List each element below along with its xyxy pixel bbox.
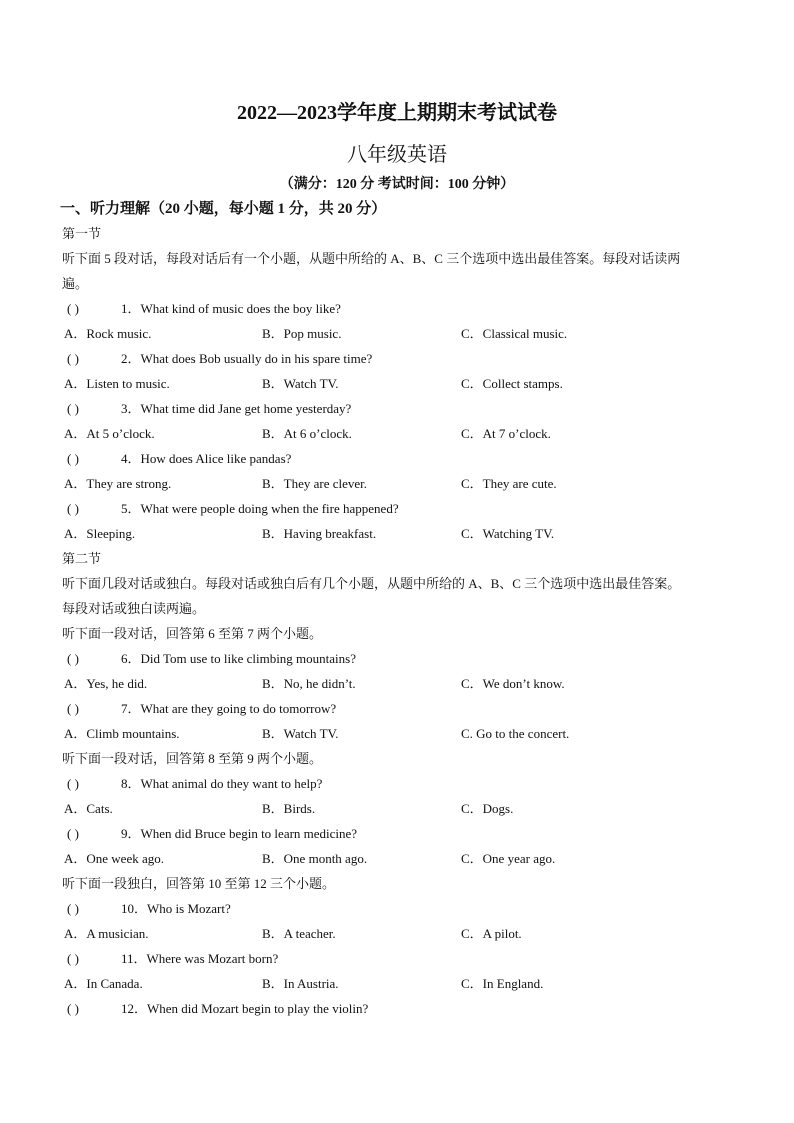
instruction-line — [62, 221, 742, 246]
instruction-text: 听下面几段对话或独白。每段对话或独白后有几个小题，从题中所给的 A、B、C 三个选项中选出最佳答案。 — [62, 576, 681, 591]
answer-blank: ( ) — [67, 826, 79, 841]
instruction-text: 听下面一段独白，回答第 10 至第 12 三个小题。 — [62, 876, 336, 891]
instruction-text: 每段对话或独白读两遍。 — [62, 601, 206, 616]
option-b: B．In Austria. — [262, 976, 339, 991]
question — [62, 646, 742, 671]
instruction-line — [62, 546, 742, 571]
question — [62, 996, 742, 1021]
question — [62, 896, 742, 921]
option-a: A．Listen to music. — [64, 376, 170, 391]
option-b: B．Pop music. — [262, 326, 342, 341]
answer-blank: ( ) — [67, 901, 79, 916]
option-a: A．Sleeping. — [64, 526, 136, 541]
answer-blank: ( ) — [67, 1001, 79, 1016]
option-b: B．A teacher. — [262, 926, 336, 941]
answer-blank: ( ) — [67, 651, 79, 666]
question-text: 2．What does Bob usually do in his spare time? — [121, 351, 373, 366]
option-a: A．They are strong. — [64, 476, 172, 491]
question-text: 1．What kind of music does the boy like? — [121, 301, 341, 316]
answer-options — [62, 721, 742, 746]
option-a: A．Yes, he did. — [64, 676, 148, 691]
option-b: B．At 6 o’clock. — [262, 426, 352, 441]
question-text: 10．Who is Mozart? — [121, 901, 231, 916]
question-text: 8．What animal do they want to help? — [121, 776, 323, 791]
answer-options — [62, 921, 742, 946]
exam-subject: 八年级英语 — [347, 144, 447, 166]
option-b: B．Watch TV. — [262, 376, 339, 391]
question — [62, 821, 742, 846]
question — [62, 446, 742, 471]
answer-options — [62, 321, 742, 346]
answer-blank: ( ) — [67, 351, 79, 366]
question — [62, 771, 742, 796]
option-c: C．Watching TV. — [461, 526, 555, 541]
answer-options — [62, 371, 742, 396]
question — [62, 296, 742, 321]
instruction-text: 听下面 5 段对话，每段对话后有一个小题，从题中所给的 A、B、C 三个选项中选出最佳答案。每段对话读两 — [62, 251, 681, 266]
question-text: 4．How does Alice like pandas? — [121, 451, 292, 466]
answer-options — [62, 471, 742, 496]
question-text: 9．When did Bruce begin to learn medicine? — [121, 826, 358, 841]
answer-blank: ( ) — [67, 951, 79, 966]
option-a: A．In Canada. — [64, 976, 143, 991]
instruction-line — [62, 571, 742, 596]
instruction-line — [62, 746, 742, 771]
answer-options — [62, 971, 742, 996]
instruction-text: 第二节 — [62, 551, 102, 566]
answer-options — [62, 671, 742, 696]
instruction-text: 听下面一段对话，回答第 6 至第 7 两个小题。 — [62, 626, 323, 641]
question-text: 11．Where was Mozart born? — [121, 951, 279, 966]
option-c: C．Dogs. — [461, 801, 514, 816]
exam-body — [62, 221, 742, 1021]
instruction-line — [62, 596, 742, 621]
answer-blank: ( ) — [67, 401, 79, 416]
instruction-line — [62, 621, 742, 646]
question — [62, 496, 742, 521]
instruction-text: 听下面一段对话，回答第 8 至第 9 两个小题。 — [62, 751, 323, 766]
option-c: C．Classical music. — [461, 326, 568, 341]
section-heading: 一、听力理解（20 小题，每小题 1 分，共 20 分） — [60, 201, 387, 217]
option-c: C. Go to the concert. — [461, 726, 570, 741]
option-c: C．One year ago. — [461, 851, 556, 866]
option-a: A．A musician. — [64, 926, 149, 941]
option-b: B．No, he didn’t. — [262, 676, 356, 691]
question-text: 6．Did Tom use to like climbing mountains? — [121, 651, 356, 666]
question-text: 5．What were people doing when the fire happened? — [121, 501, 399, 516]
instruction-text: 遍。 — [62, 276, 89, 291]
answer-blank: ( ) — [67, 451, 79, 466]
question — [62, 396, 742, 421]
answer-blank: ( ) — [67, 701, 79, 716]
answer-options — [62, 421, 742, 446]
question-text: 12．When did Mozart begin to play the violin? — [121, 1001, 369, 1016]
option-c: C．A pilot. — [461, 926, 522, 941]
option-c: C．They are cute. — [461, 476, 557, 491]
option-a: A．Cats. — [64, 801, 113, 816]
option-c: C．We don’t know. — [461, 676, 565, 691]
answer-blank: ( ) — [67, 501, 79, 516]
answer-blank: ( ) — [67, 776, 79, 791]
option-b: B．Watch TV. — [262, 726, 339, 741]
question-text: 7．What are they going to do tomorrow? — [121, 701, 337, 716]
question — [62, 696, 742, 721]
option-a: A．One week ago. — [64, 851, 164, 866]
answer-blank: ( ) — [67, 301, 79, 316]
exam-info: （满分：120 分 考试时间：100 分钟） — [279, 177, 515, 192]
exam-title: 2022—2023学年度上期期末考试试卷 — [237, 102, 557, 124]
option-a: A．At 5 o’clock. — [64, 426, 155, 441]
instruction-text: 第一节 — [62, 226, 102, 241]
option-a: A．Rock music. — [64, 326, 152, 341]
option-c: C．In England. — [461, 976, 544, 991]
answer-options — [62, 846, 742, 871]
option-b: B．They are clever. — [262, 476, 368, 491]
option-b: B．Having breakfast. — [262, 526, 377, 541]
instruction-line — [62, 246, 742, 271]
answer-options — [62, 521, 742, 546]
option-b: B．Birds. — [262, 801, 316, 816]
option-a: A．Climb mountains. — [64, 726, 180, 741]
instruction-line — [62, 271, 742, 296]
question — [62, 946, 742, 971]
option-b: B．One month ago. — [262, 851, 368, 866]
option-c: C．At 7 o’clock. — [461, 426, 551, 441]
answer-options — [62, 796, 742, 821]
option-c: C．Collect stamps. — [461, 376, 563, 391]
question — [62, 346, 742, 371]
question-text: 3．What time did Jane get home yesterday? — [121, 401, 352, 416]
instruction-line — [62, 871, 742, 896]
